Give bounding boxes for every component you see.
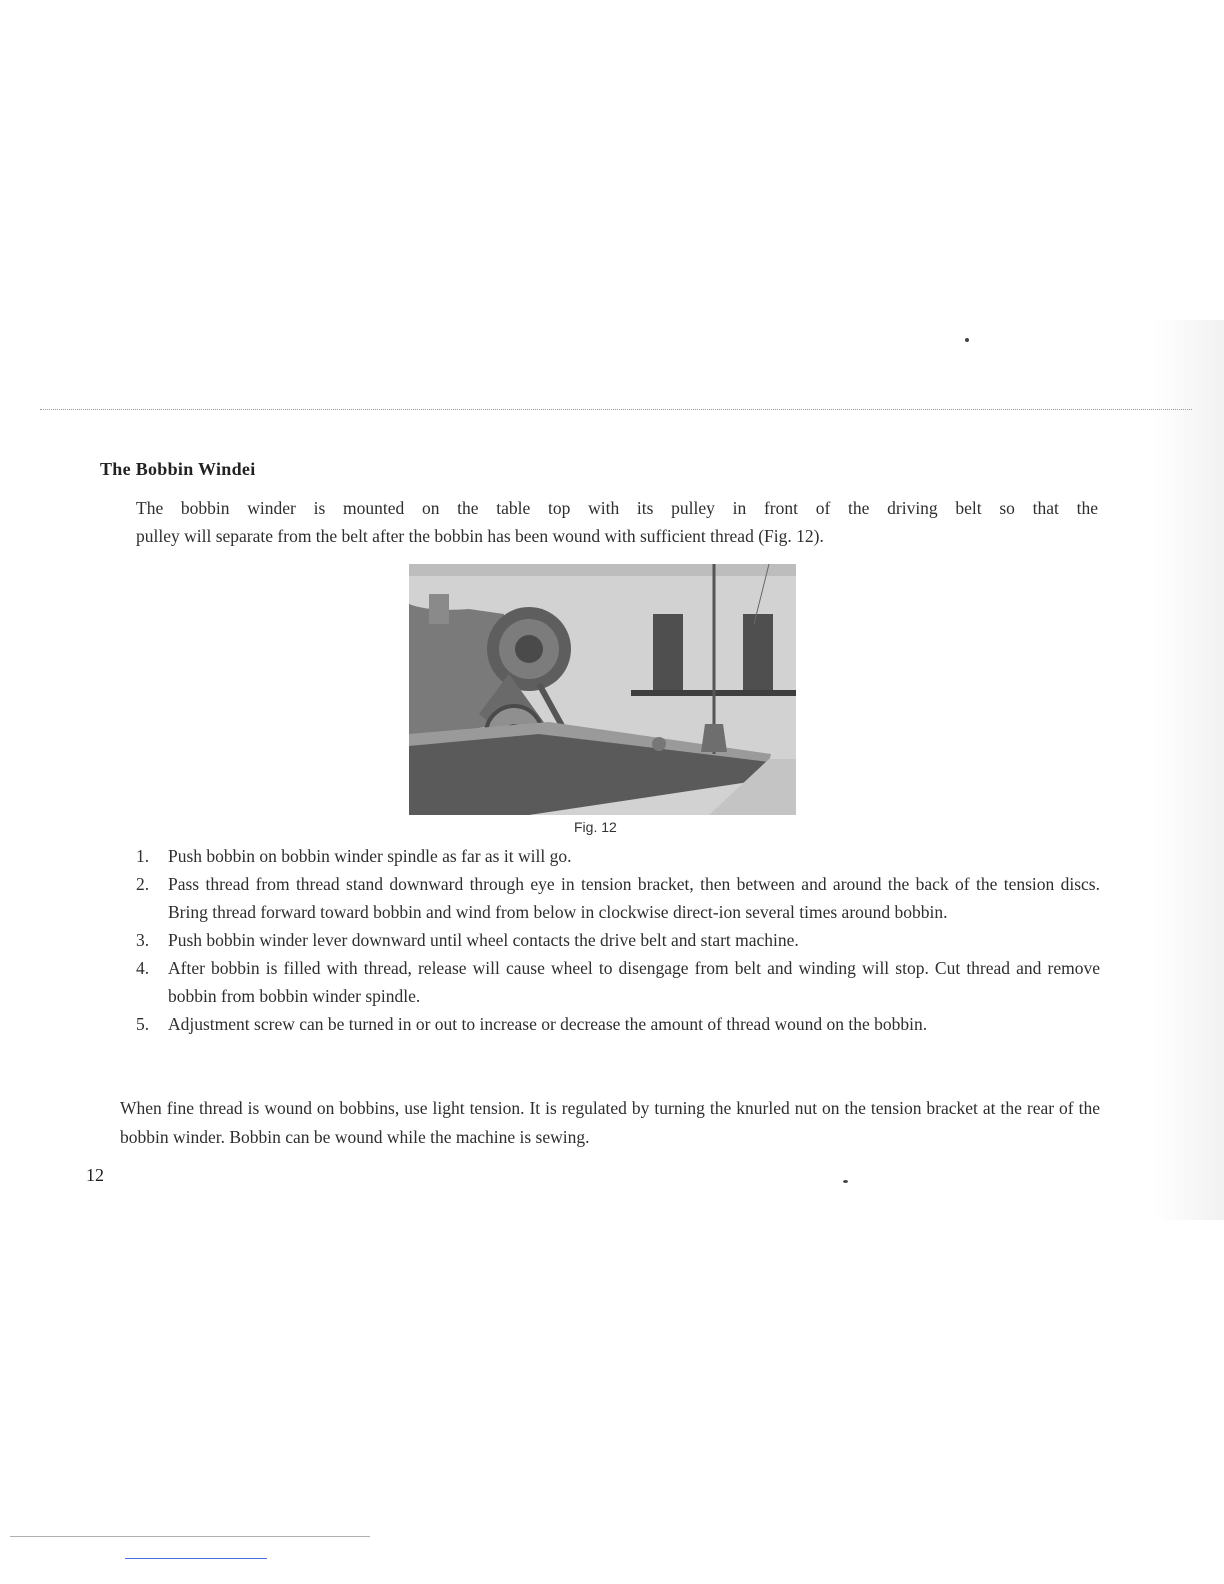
list-item: [130, 954, 1100, 1010]
scan-shadow-edge: [1154, 320, 1224, 1220]
bobbin-winder-illustration: [409, 564, 796, 815]
instruction-list: [130, 842, 1100, 1038]
top-rule: [40, 409, 1192, 410]
step-text: Push bobbin winder lever downward until wheel contacts the drive belt and start machine.: [168, 930, 799, 950]
bobbin-winder-photo: [409, 564, 796, 815]
step-number: 1.: [136, 846, 150, 866]
list-item: [130, 1010, 1100, 1038]
step-text: Pass thread from thread stand downward through eye in tension bracket, then between and around the back of the tension discs. Bring thread forward toward bobbin and wind from below in clockwise direct-ion several times around bobbin.: [168, 874, 1100, 922]
intro-line-1: The bobbin winder is mounted on the table top with its pulley in front of the driving belt so that the: [136, 498, 1098, 518]
step-text: Push bobbin on bobbin winder spindle as far as it will go.: [168, 846, 572, 866]
closing-paragraph: When fine thread is wound on bobbins, use light tension. It is regulated by turning the knurled nut on the tension bracket at the rear of the bobbin winder. Bobbin can be wound while the machine is sewing.: [120, 1098, 1100, 1147]
figure-caption: Fig. 12: [574, 819, 617, 835]
step-number: 3.: [136, 930, 150, 950]
section-heading: The Bobbin Windei: [100, 459, 256, 479]
list-item: [130, 842, 1100, 870]
step-text: After bobbin is filled with thread, release will cause wheel to disengage from belt and winding will stop. Cut thread and remove bobbin from bobbin winder spindle.: [168, 958, 1100, 1006]
step-number: 5.: [136, 1014, 150, 1034]
intro-line-2: pulley will separate from the belt after the bobbin has been wound with sufficient thread (Fig. 12).: [136, 526, 824, 546]
step-number: 2.: [136, 874, 150, 894]
bottom-rule: [10, 1536, 370, 1537]
blue-underline: [125, 1558, 267, 1559]
scan-speck: [965, 338, 969, 342]
list-item: [130, 926, 1100, 954]
page-number: 12: [86, 1165, 104, 1185]
scan-speck: [843, 1180, 848, 1183]
step-text: Adjustment screw can be turned in or out to increase or decrease the amount of thread wound on the bobbin.: [168, 1014, 928, 1034]
step-number: 4.: [136, 958, 150, 978]
list-item: [130, 870, 1100, 926]
